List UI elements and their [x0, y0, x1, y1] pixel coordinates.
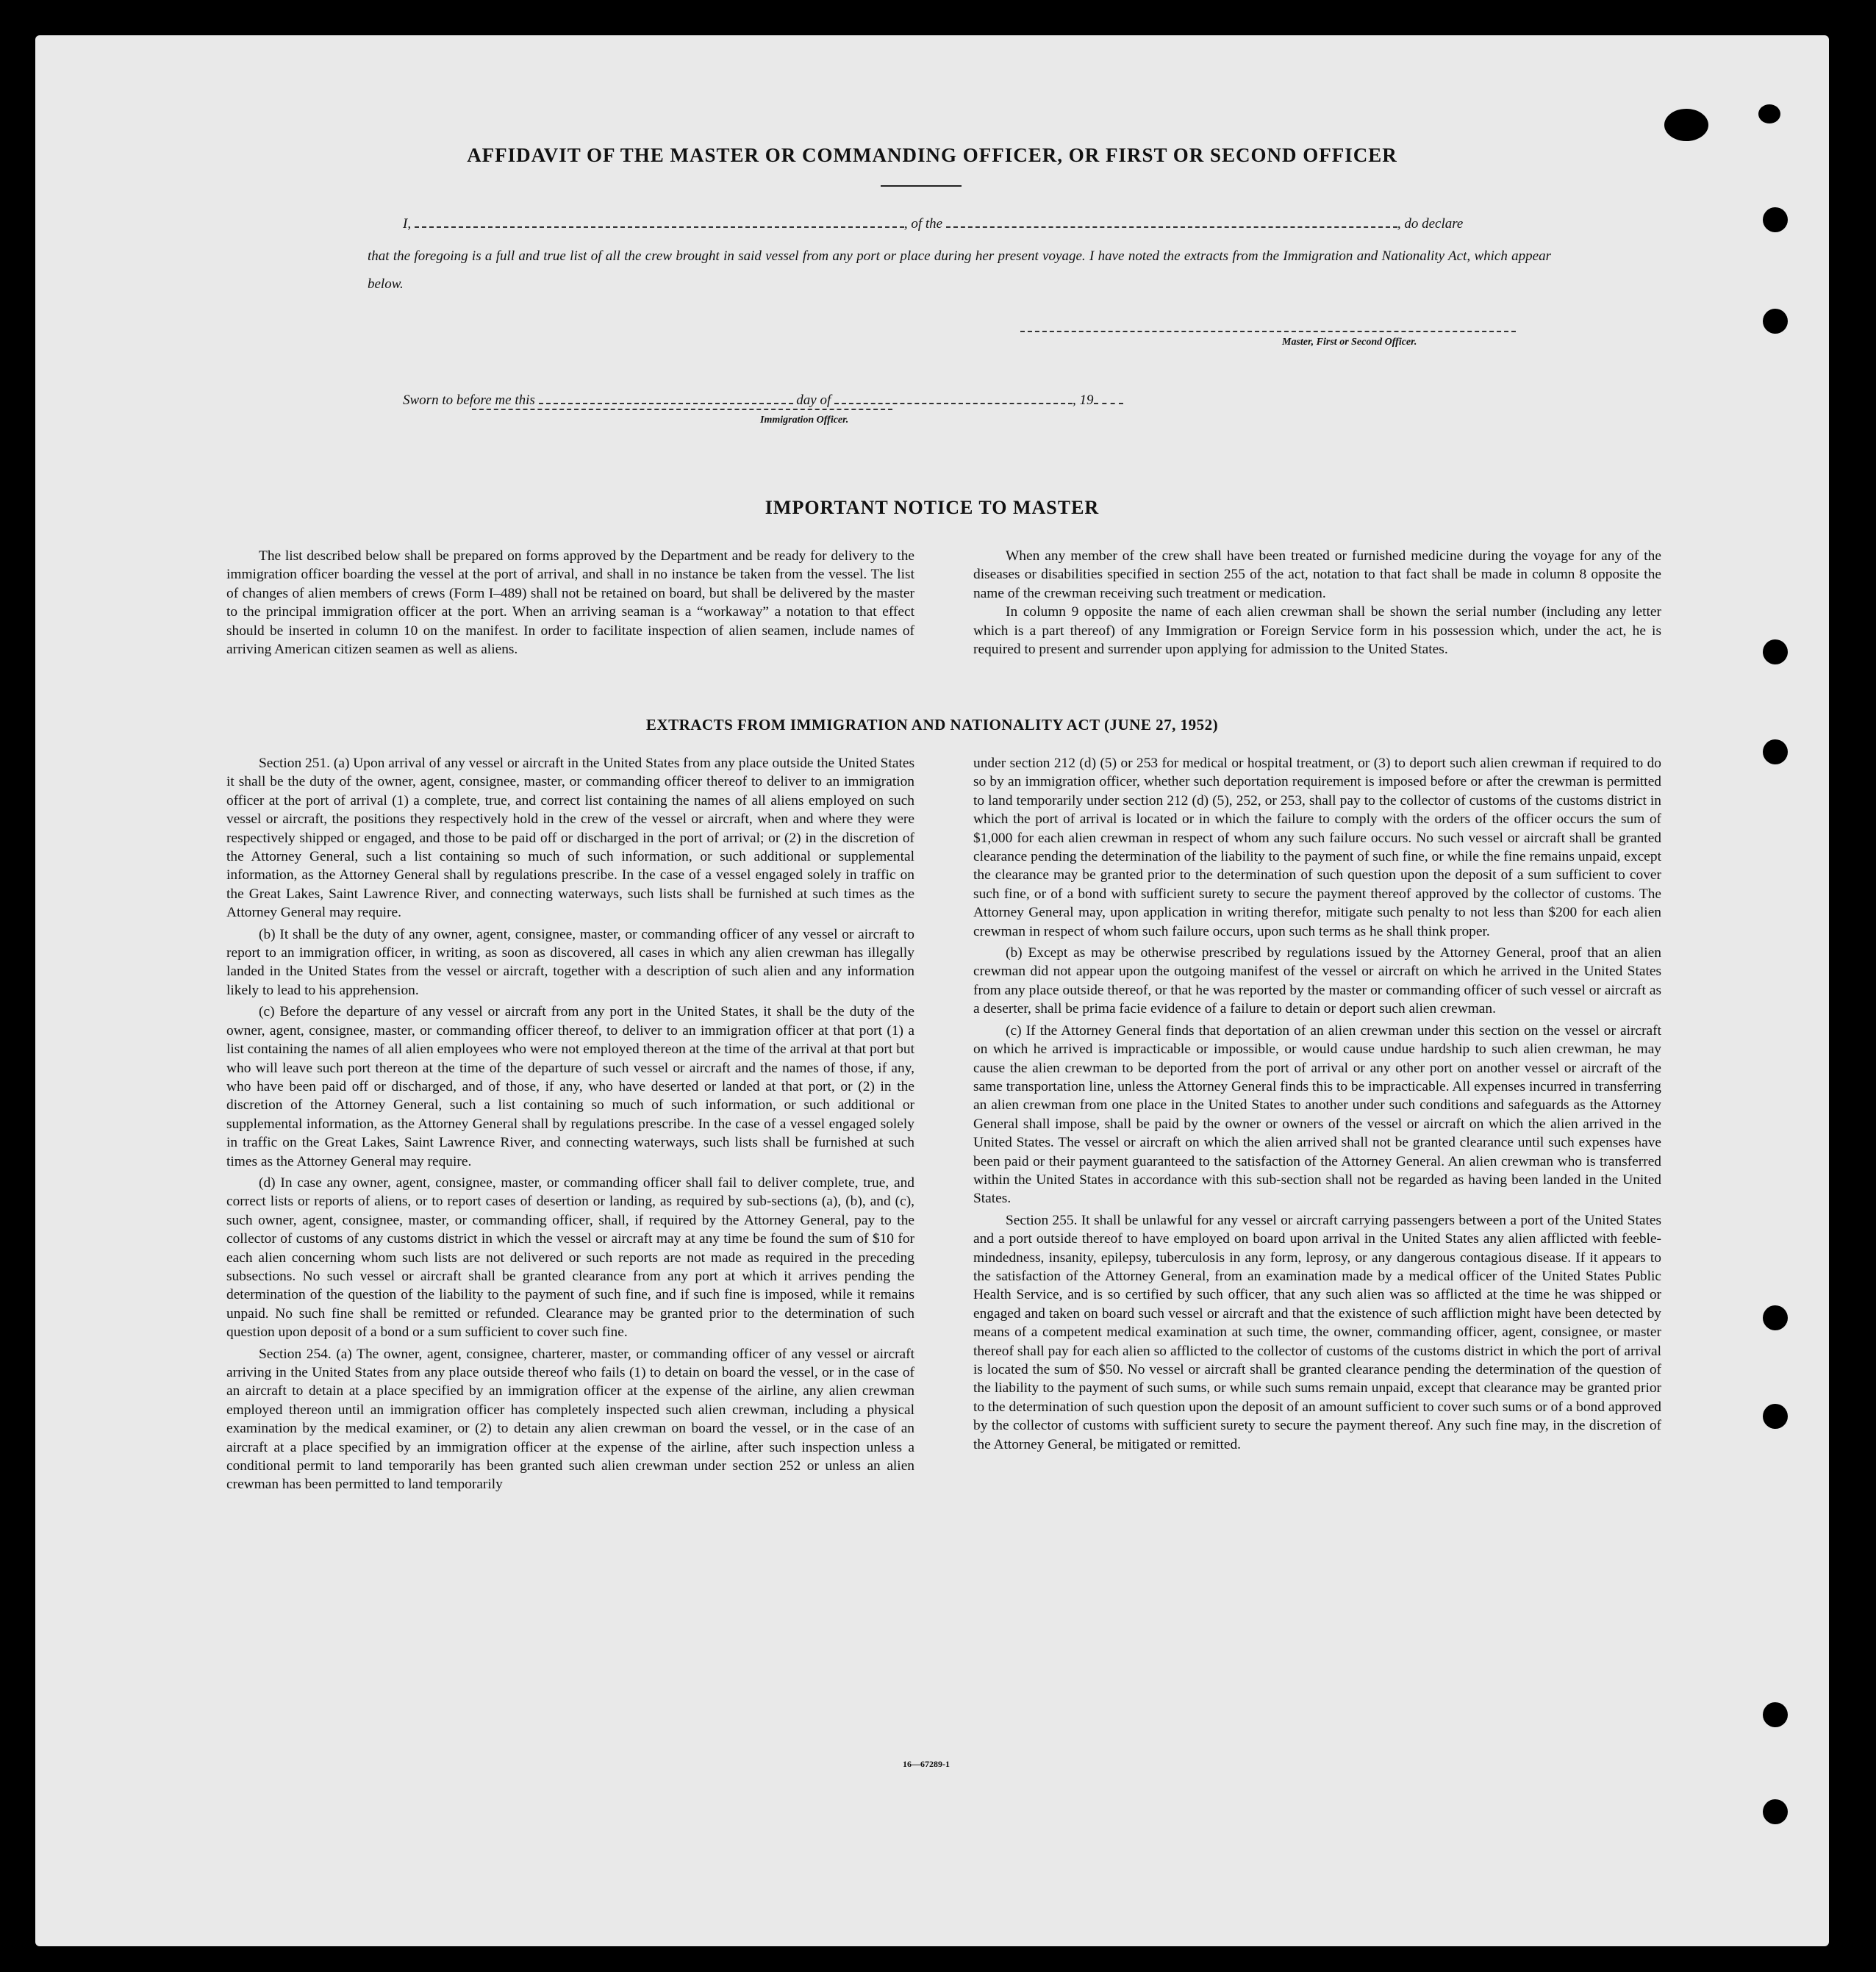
form-code: 16—67289-1	[903, 1759, 950, 1769]
punch-hole	[1763, 309, 1788, 334]
punch-hole	[1763, 1799, 1788, 1824]
punch-hole	[1763, 1404, 1788, 1429]
section-paragraph: Section 251. (a) Upon arrival of any vessel or aircraft in the United States from any place outside the United States it shall be the duty of the owner, agent, consignee, master, or commanding officer thereof to deliver to an immigration officer at the port of arrival (1) a complete, true, and correct list containing the names of all aliens employed on such vessel or aircraft, the positions they respectively hold in the crew of the vessel or aircraft, when and where they were respectively shipped or engaged, and those to be paid off or discharged in the port of arrival; or (2) in the discretion of the Attorney General, such a list containing so much of such information, or such additional or supplemental information, as the Attorney General shall by regulations prescribe. In the case of a vessel engaged solely in traffic on the Great Lakes, Saint Lawrence River, and connecting waterways, such lists shall be furnished at such times as the Attorney General may require.	[226, 756, 914, 921]
section-paragraph: (c) Before the departure of any vessel or aircraft from any port in the United States, it shall be the duty of the owner, agent, consignee, master, or commanding officer thereof, to deliver to an immigration officer at that port (1) a list containing the names of all alien employees who were not employed thereon at the time of the arrival at that port but who will leave such port thereon at the time of the departure of such vessel or aircraft and the names of those, if any, who have been paid off or discharged, and of those, if any, who have deserted or landed at that port, or (2) in the discretion of the Attorney General, such a list containing so much of such information, or such additional or supplemental information, as the Attorney General shall by regulations prescribe. In the case of a vessel engaged solely in traffic on the Great Lakes, Saint Lawrence River, and connecting waterways, such lists shall be furnished at such times as the Attorney General may require.	[226, 1004, 914, 1169]
declaration-line	[403, 216, 1463, 232]
immigration-officer-signature-field[interactable]	[472, 409, 892, 410]
notice-right-column	[973, 547, 1661, 659]
ink-blot	[1758, 104, 1780, 123]
punch-hole	[1763, 739, 1788, 764]
section-paragraph: (d) In case any owner, agent, consignee, master, or commanding officer shall fail to deliver complete, true, and correct lists or reports of aliens, or to report cases of desertion or landing, as required by sub-sections (a), (b), and (c), such owner, agent, consignee, master, or commanding officer, shall, if required by the Attorney General, pay to the collector of customs of any customs district in which the vessel or aircraft may at any time be found the sum of $10 for each alien concerning whom such lists are not delivered or such reports are not made as required in the preceding subsections. No such vessel or aircraft shall be granted clearance from any port at which it arrives pending the determination of the question of the liability to the payment of such fine, and if such fine is imposed, while it remains unpaid. No such fine shall be remitted or refunded. Clearance may be granted prior to the determination of such question upon deposit of a bond or a sum sufficient to cover such fine.	[226, 1175, 914, 1341]
punch-hole	[1763, 207, 1788, 232]
title-rule	[881, 185, 962, 187]
immigration-officer-caption: Immigration Officer.	[760, 415, 849, 426]
document-page	[35, 35, 1829, 1946]
notice-title: IMPORTANT NOTICE TO MASTER	[765, 497, 1100, 518]
punch-hole	[1763, 639, 1788, 664]
section-paragraph: (c) If the Attorney General finds that deportation of an alien crewman under this section on the vessel or aircraft on which he arrived is impracticable or impossible, or would cause undue hardship to such alien crewman, he may cause the alien crewman to be deported from the port of arrival or any other port on another vessel or aircraft of the same transportation line, unless the Attorney General finds this to be impracticable. All expenses incurred in transferring an alien crewman from one place in the United States to another under such conditions and safeguards as the Attorney General shall impose, shall be paid by the owner or owners of the vessel or aircraft on which the alien arrived in the United States. The vessel or aircraft on which the alien arrived shall not be granted clearance until such expenses have been paid or their payment guaranteed to the satisfaction of the Attorney General. An alien crewman who is transferred within the United States in accordance with this sub-section shall not be regarded as having been landed in the United States.	[973, 1022, 1661, 1207]
day-of-label: day of	[796, 392, 831, 408]
sworn-line	[403, 392, 1123, 409]
section-paragraph: (b) It shall be the duty of any owner, agent, consignee, master, or commanding officer of any vessel or aircraft to report to an immigration officer, in writing, as soon as discovered, all cases in which any alien crewman has illegally landed in the United States from the vessel or aircraft, together with a description of such alien and any information likely to lead to his apprehension.	[226, 926, 914, 998]
ink-blot	[1664, 109, 1708, 141]
punch-hole	[1763, 1702, 1788, 1727]
notice-paragraph: In column 9 opposite the name of each alien crewman shall be shown the serial number (including any letter which is a part thereof) of any Immigration or Foreign Service form in his possession which, under the act, he is required to present and surrender upon applying for admission to the United States.	[973, 604, 1661, 658]
notice-paragraph: When any member of the crew shall have been treated or furnished medicine during the voyage for any of the diseases or disabilities specified in section 255 of the act, notation to that fact shall be made in column 8 opposite the name of the crewman receiving such treatment or medication.	[973, 548, 1661, 601]
extracts-right-column	[973, 754, 1661, 1457]
section-paragraph: (b) Except as may be otherwise prescribed by regulations issued by the Attorney General, proof that an alien crewman did not appear upon the outgoing manifest of the vessel or aircraft on which he arrived in the United States from any place outside thereof, or that he was reported by the master or commanding officer of such vessel or aircraft as a deserter, shall be prima facie evidence of a failure to detain or deport such alien crewman.	[973, 945, 1661, 1017]
sworn-date-field[interactable]	[539, 402, 793, 404]
year-label: , 19	[1073, 392, 1094, 408]
punch-hole	[1763, 1305, 1788, 1330]
sworn-month-field[interactable]	[834, 402, 1073, 404]
declarant-label: I,	[403, 216, 412, 232]
affidavit-statement: that the foregoing is a full and true list of all the crew brought in said vessel from any port or place during her present voyage. I have noted the extracts from the Immigration and Nationality Act, which appear below.	[368, 248, 1551, 292]
section-paragraph: Section 254. (a) The owner, agent, consignee, charterer, master, or commanding officer of any vessel or aircraft arriving in the United States from any place outside thereof who fails (1) to detain on board the vessel, or in the case of an aircraft to detain at a place specified by an immigration officer at the expense of the airline, any alien crewman employed thereon until an immigration officer has completely inspected such alien crewman, including a physical examination by the medical examiner, or (2) to detain any alien crewman on board the vessel, or in the case of an aircraft at a place specified by an immigration officer at the expense of the airline, after such inspection unless a conditional permit to land temporarily has been granted such alien crewman under section 252 or unless an alien crewman has been permitted to land temporarily	[226, 1346, 914, 1493]
section-paragraph: under section 212 (d) (5) or 253 for medical or hospital treatment, or (3) to deport such alien crewman if required to do so by an immigration officer, whether such deportation requirement is imposed before or after the crewman is permitted to land temporarily under section 212 (d) (5), 252, or 253, shall pay to the collector of customs of the customs district in which the port of arrival is located or in which the failure to comply with the orders of the officer occurs the sum of $1,000 for each alien crewman in respect of whom any such failure occurs. No such vessel or aircraft shall be granted clearance pending the determination of the liability to the payment of such fine, or while the fine remains unpaid, except the clearance may be granted prior to the determination of such question upon the deposit of a sum sufficient to cover such fine, or of a bond with sufficient surety to secure the payment thereof approved by the collector of customs. The Attorney General may, upon application in writing therefor, mitigate such penalty to not less than $200 for each alien crewman in respect of whom such failure occurs, upon such terms as he shall think proper.	[973, 756, 1661, 939]
name-field[interactable]	[415, 226, 904, 228]
vessel-field[interactable]	[946, 226, 1397, 228]
section-paragraph: Section 255. It shall be unlawful for any vessel or aircraft carrying passengers between a port of the United States and a port outside thereof to have employed on board upon arrival in the United States any alien afflicted with feeble-mindedness, insanity, epilepsy, tuberculosis in any form, leprosy, or any dangerous contagious disease. If it appears to the satisfaction of the Attorney General, from an examination made by a medical officer of the United States Public Health Service, and is so certified by such officer, that any such alien was so afflicted at the time he was shipped or engaged and taken on board such vessel or aircraft and that the existence of such affliction might have been detected by means of a competent medical examination at such time, the owner, commanding officer, agent, consignee, or master thereof shall pay for each alien so afflicted to the collector of customs of the customs district in which the port of arrival is located the sum of $50. No vessel or aircraft shall be granted clearance pending the determination of the question of the liability to the payment of such sums, or while such sums remain unpaid, except that clearance may be granted prior to the determination of such question upon the deposit of an amount sufficient to cover such sums or of a bond approved by the collector of customs with sufficient surety to secure the payment thereof. Any such fine may, in the discretion of the Attorney General, be mitigated or remitted.	[973, 1212, 1661, 1452]
master-signature-caption: Master, First or Second Officer.	[1282, 337, 1417, 348]
sworn-label: Sworn to before me this	[403, 392, 535, 408]
of-the-label: , of the	[903, 216, 943, 232]
notice-paragraph: The list described below shall be prepared on forms approved by the Department and be ready for delivery to the immigration officer boarding the vessel at the port of arrival, and shall in no instance be taken from the vessel. The list of changes of alien members of crews (Form I–489) shall not be retained on board, but shall be delivered by the master to the principal immigration officer at the port. When an arriving seaman is a “workaway” a notation to that effect should be inserted in column 10 on the manifest. In order to facilitate inspection of alien seamen, include names of arriving American citizen seamen as well as aliens.	[226, 548, 914, 658]
do-declare-label: , do declare	[1397, 216, 1464, 232]
affidavit-title: AFFIDAVIT OF THE MASTER OR COMMANDING OFFICER, OR FIRST OR SECOND OFFICER	[467, 144, 1397, 166]
master-signature-field[interactable]	[1020, 331, 1516, 332]
sworn-year-field[interactable]	[1094, 402, 1123, 404]
extracts-left-column	[226, 754, 914, 1497]
extracts-title: EXTRACTS FROM IMMIGRATION AND NATIONALITY ACT (JUNE 27, 1952)	[645, 716, 1219, 734]
notice-left-column	[226, 547, 914, 659]
